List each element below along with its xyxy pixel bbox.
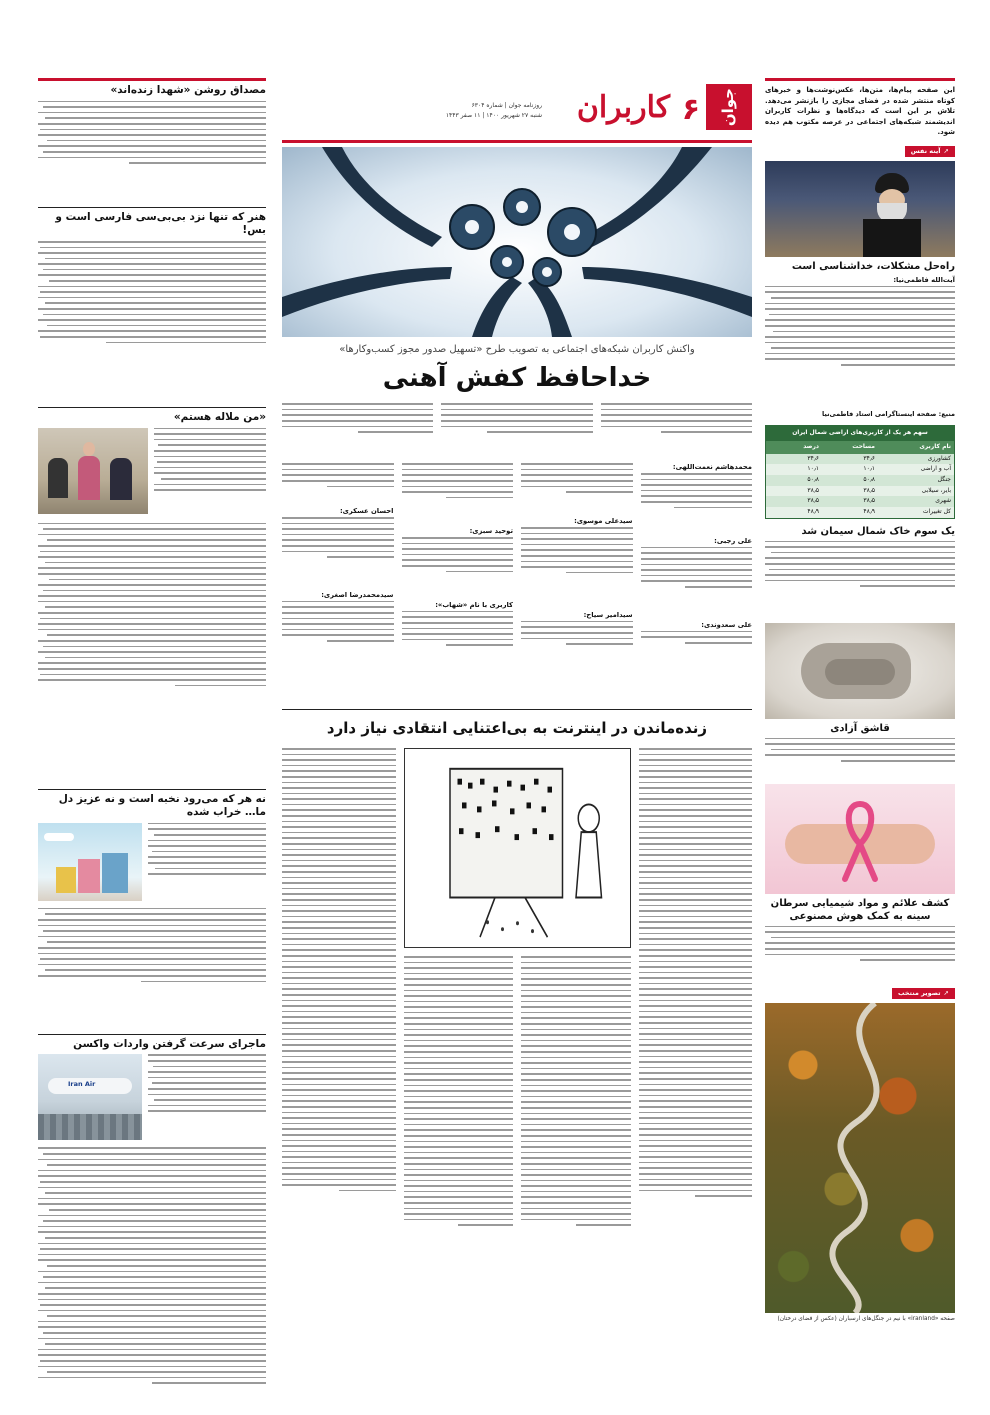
brand-logo: جوان xyxy=(706,84,752,130)
article-lead: آیت‌الله فاطمی‌نیا: xyxy=(893,275,955,284)
section-title: کاربران xyxy=(576,90,670,125)
article-body xyxy=(154,428,266,518)
table-cell: آب و اراضی xyxy=(920,465,951,473)
article-title: هنر که تنها نزد بی‌بی‌سی فارسی است و بس! xyxy=(55,210,266,237)
table-row xyxy=(766,454,954,465)
quotes-grid xyxy=(282,463,752,703)
ribbon-icon xyxy=(765,784,955,894)
quote-name: سیدامیر سیاح: xyxy=(583,611,633,620)
table-row xyxy=(766,475,954,486)
table-body xyxy=(766,454,954,518)
left-column xyxy=(38,78,266,1388)
quote-name: علی سعدوندی: xyxy=(701,620,752,629)
forest-road-photo xyxy=(765,1003,955,1313)
land-use-table xyxy=(765,425,955,519)
cleric-photo xyxy=(765,161,955,257)
page-masthead xyxy=(282,84,752,132)
table-cell: ۵۰٫۸ xyxy=(863,475,875,483)
article-body xyxy=(148,823,266,903)
cartoon-image xyxy=(404,748,631,948)
table-header-row: نام کاربری مساحت درصد xyxy=(766,441,954,454)
quote-name: کاربری با نام «شهاب»: xyxy=(435,601,513,610)
article-body xyxy=(521,956,631,1368)
tag-arrow-icon: ➚ xyxy=(943,988,949,997)
table-cell: شهری xyxy=(935,497,951,505)
article-body xyxy=(38,523,266,783)
table-cell: بایر، سیلابی xyxy=(921,486,951,494)
quote-name: سیدعلی موسوی: xyxy=(574,517,633,526)
spoon-art-photo xyxy=(765,623,955,719)
article-title: ماجرای سرعت گرفتن واردات واکسن xyxy=(73,1037,266,1050)
quote-name: علی رجبی: xyxy=(714,537,752,546)
photo-caption: صفحه «iranland» با نیم در جنگل‌های ارسباران (عکس از فضای درختان) xyxy=(777,1316,955,1323)
issue-info: روزنامه جوان | شماره ۶۳۰۴ xyxy=(471,102,542,109)
article-block xyxy=(38,823,266,903)
table-cell: ۳۸٫۵ xyxy=(863,497,875,505)
article-title: قاشق آزادی xyxy=(830,722,890,734)
article-body xyxy=(639,748,753,1368)
article-title: مصداق روشن «شهدا زنده‌اند» xyxy=(110,84,266,96)
article-body xyxy=(38,241,266,401)
second-headline: زنده‌ماندن در اینترنت به بی‌اعتنایی انتقادی نیاز دارد xyxy=(326,719,708,738)
table-row xyxy=(766,496,954,507)
table-cell: ۳۴٫۶ xyxy=(807,454,819,462)
table-cell: ۳۸٫۵ xyxy=(863,486,875,494)
middle-column xyxy=(282,140,752,1390)
table-cell: ۴۸٫۹ xyxy=(863,508,875,515)
article-title: راه‌حل مشکلات، خداشناسی است xyxy=(791,260,955,272)
plane-brand-label: Iran Air xyxy=(68,1080,96,1089)
table-cell: ۱۰٫۱ xyxy=(807,465,819,473)
masthead-rule xyxy=(282,140,752,143)
issue-date: شنبه ۲۷ شهریور ۱۴۰۰ | ۱۱ صفر ۱۴۴۳ xyxy=(445,112,542,119)
winding-road xyxy=(765,1003,955,1313)
main-headline: خداحافظ کفش آهنی xyxy=(382,362,652,393)
table-cell: ۳۸٫۵ xyxy=(807,497,819,505)
gears-hands-photo xyxy=(282,147,752,337)
section-tag: ➚ تصویر منتخب xyxy=(892,988,955,999)
article-title: یک سوم خاک شمال سیمان شد xyxy=(801,525,955,537)
article-title: کشف علائم و مواد شیمیایی سرطان سینه به کمک هوش مصنوعی xyxy=(770,897,950,922)
cartoon-illustration xyxy=(405,749,630,947)
article-body xyxy=(282,748,396,1368)
column-top-rule xyxy=(38,78,266,81)
meeting-photo xyxy=(38,428,148,514)
gears-illustration xyxy=(282,147,752,337)
page-number: ۶ xyxy=(681,92,700,127)
article-body xyxy=(765,738,955,778)
column-top-rule xyxy=(765,78,955,81)
article-body xyxy=(765,541,955,617)
article-source: منبع: صفحه اینستاگرامی استاد فاطمی‌نیا xyxy=(821,409,955,418)
table-row xyxy=(766,507,954,518)
table-cell: ۴۸٫۹ xyxy=(807,508,819,515)
article-body xyxy=(148,1054,266,1142)
table-caption: سهم هر یک از کاربری‌های اراضی شمال ایران xyxy=(766,426,954,441)
pink-ribbon-photo xyxy=(765,784,955,894)
table-row xyxy=(766,464,954,475)
article-block xyxy=(38,1054,266,1142)
page-intro: این صفحه پیام‌ها، متن‌ها، عکس‌نوشت‌ها و خبرهای کوتاه منتشر شده در فضای مجازی را بازنشر می‌دهد. تلاش بر این است که دیدگاه‌ها و نظرات کاربران اندیشمند شبکه‌های اجتماعی در عرصه مکتوب هم دیده شود. xyxy=(765,86,955,136)
article-block xyxy=(38,428,266,518)
article-body xyxy=(765,926,955,982)
table-cell: ۳۸٫۵ xyxy=(807,486,819,494)
article-body xyxy=(765,286,955,408)
table-cell: جنگل xyxy=(937,475,951,483)
table-cell: کل تغییرات xyxy=(922,508,951,515)
section-tag: ➚ آینه نفس xyxy=(905,146,955,157)
article-body xyxy=(38,1147,266,1388)
luggage-photo xyxy=(38,823,142,901)
airplane-photo xyxy=(38,1054,142,1140)
quote-name: سیدمحمدرضا اصغری: xyxy=(321,591,394,600)
article-body xyxy=(38,908,266,1028)
table-cell: ۱۰٫۱ xyxy=(863,465,875,473)
table-row xyxy=(766,486,954,497)
article-body xyxy=(38,101,266,201)
article-body xyxy=(404,956,514,1368)
article-title: «من ملاله هستم» xyxy=(173,410,266,423)
article-title: نه هر که می‌رود نخبه است و نه عزیز دل ما… خراب شده xyxy=(58,792,266,819)
lead-paragraphs xyxy=(282,403,752,455)
quote-name: محمدهاشم نعمت‌اللهی: xyxy=(672,463,752,472)
quote-name: احسان عسکری: xyxy=(339,507,394,516)
main-kicker: واکنش کاربران شبکه‌های اجتماعی به تصویب طرح «تسهیل صدور مجوز کسب‌وکارها» xyxy=(339,344,695,355)
right-column xyxy=(765,78,955,1388)
table-cell: ۳۴٫۶ xyxy=(863,454,875,462)
quote-name: توحید سبزی: xyxy=(469,527,513,536)
table-cell: کشاورزی xyxy=(927,454,951,462)
second-article xyxy=(282,748,752,1368)
table-cell: ۵۰٫۸ xyxy=(807,475,819,483)
tag-arrow-icon: ➚ xyxy=(943,146,949,155)
